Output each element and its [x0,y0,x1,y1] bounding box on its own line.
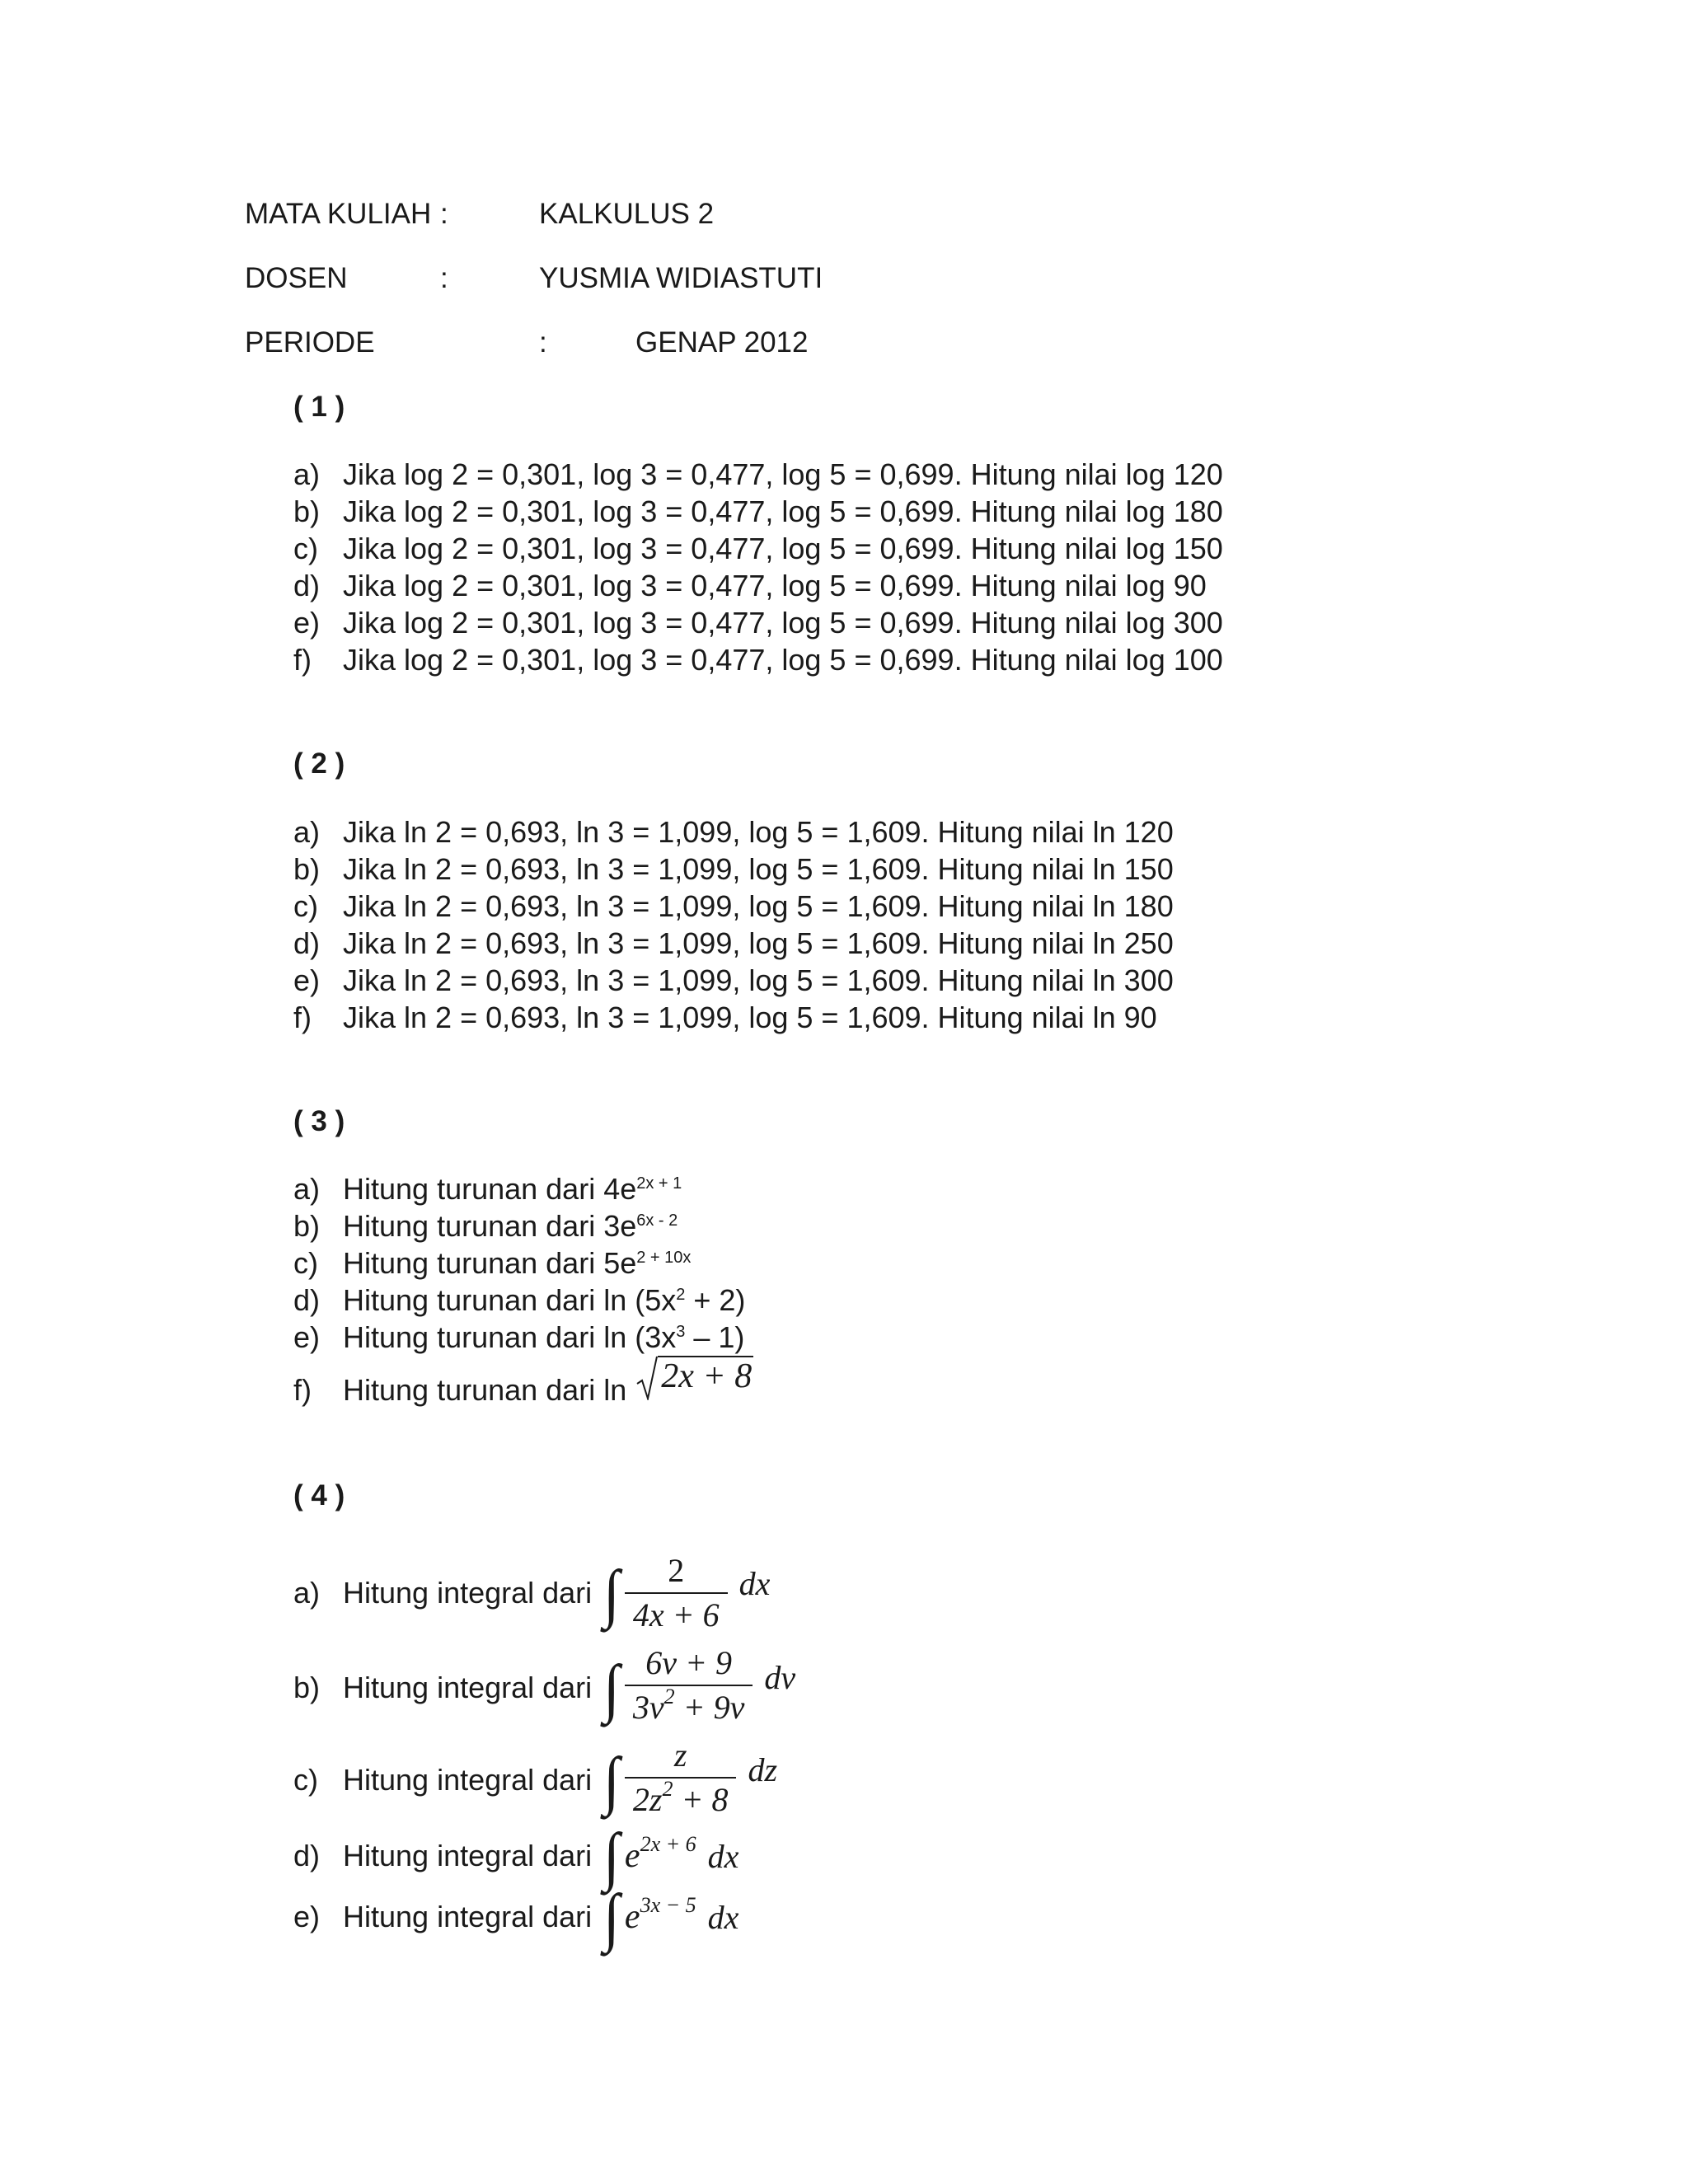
list-item [293,925,1174,962]
item-text: Hitung integral dari [343,1670,593,1704]
section-2-title: ( 2 ) [293,748,345,780]
differential: dx [707,1837,739,1875]
list-item [293,1170,753,1207]
integral-sign: ∫ [603,1651,620,1724]
list-item [293,530,1223,567]
integral-sign: ∫ [603,1881,620,1953]
den-exponent: 2 [662,1777,673,1801]
integral-row-d [293,1820,739,1892]
list-item [293,641,1223,678]
fraction [625,1734,737,1825]
item-text: Jika log 2 = 0,301, log 3 = 0,477, log 5 = 0,699. Hitung nilai log 120 [343,457,1223,491]
item-text: Hitung integral dari [343,1839,593,1872]
denominator [625,1777,737,1825]
section-3-list [293,1170,753,1405]
exponent: 6x - 2 [636,1212,678,1230]
exp-base: e [624,1898,640,1936]
exponent: 2 + 10x [636,1249,692,1267]
lecturer-value: YUSMIA WIDIASTUTI [539,262,823,294]
course-value: KALKULUS 2 [539,198,715,230]
list-item [293,493,1223,530]
item-label: f) [293,1001,312,1034]
item-label: a) [293,1576,321,1610]
den-term: + 8 [673,1781,729,1818]
den-exponent: 2 [663,1685,675,1708]
fraction [625,1642,753,1733]
section-1-list [293,456,1223,678]
exp-power: 3x − 5 [640,1893,696,1917]
item-label: a) [293,1172,321,1206]
item-label: c) [293,1762,318,1797]
item-text: Hitung turunan dari ln [343,1373,627,1407]
integral-row-c [293,1734,777,1825]
item-label: a) [293,815,321,849]
lecturer-colon: : [440,262,448,294]
item-text: Hitung turunan dari 4e [343,1172,637,1206]
item-text: Hitung integral dari [343,1900,593,1933]
exp-power: 2x + 6 [640,1832,696,1856]
item-label: b) [293,494,321,528]
item-text: Jika log 2 = 0,301, log 3 = 0,477, log 5 = 0,699. Hitung nilai log 100 [343,643,1223,677]
item-label: f) [293,643,312,677]
list-item [293,888,1174,925]
item-label: d) [293,569,321,602]
item-label: d) [293,926,321,960]
fraction [625,1549,728,1637]
exponent: 3 [676,1323,686,1341]
list-item [293,999,1174,1036]
section-3-title: ( 3 ) [293,1105,345,1137]
integral-sign: ∫ [603,1820,620,1892]
differential: dx [707,1898,739,1936]
list-item [293,567,1223,604]
integral-row-e [293,1881,739,1953]
item-label: e) [293,1320,321,1354]
item-label: b) [293,852,321,886]
item-text: Jika log 2 = 0,301, log 3 = 0,477, log 5 = 0,699. Hitung nilai log 150 [343,532,1223,565]
item-text: Hitung turunan dari ln (5x [343,1283,677,1317]
item-text: Hitung integral dari [343,1576,593,1610]
item-label: b) [293,1209,321,1243]
course-label: MATA KULIAH [245,198,432,230]
item-text: Jika log 2 = 0,301, log 3 = 0,477, log 5 = 0,699. Hitung nilai log 300 [343,606,1223,640]
list-item [293,851,1174,888]
item-text: Jika ln 2 = 0,693, ln 3 = 1,099, log 5 = 1,609. Hitung nilai ln 180 [343,889,1174,923]
numerator: 6v + 9 [645,1644,733,1681]
item-text: Jika ln 2 = 0,693, ln 3 = 1,099, log 5 = 1,609. Hitung nilai ln 150 [343,852,1174,886]
item-text: Hitung turunan dari 3e [343,1209,637,1243]
differential: dz [748,1751,778,1788]
item-text: Hitung integral dari [343,1762,593,1797]
list-item [293,456,1223,493]
item-text: Hitung turunan dari ln (3x [343,1320,677,1354]
item-label: d) [293,1283,321,1317]
period-colon: : [539,326,547,359]
item-text: Jika log 2 = 0,301, log 3 = 0,477, log 5 = 0,699. Hitung nilai log 90 [343,569,1207,602]
exp-base: e [624,1837,640,1875]
radical-sign [636,1356,658,1400]
period-value: GENAP 2012 [635,326,809,359]
period-label: PERIODE [245,326,375,359]
item-label: e) [293,606,321,640]
section-2-list [293,813,1174,1036]
item-label: c) [293,532,318,565]
list-item [293,1319,753,1356]
item-label: b) [293,1670,321,1704]
section-1-title: ( 1 ) [293,391,345,423]
list-item [293,813,1174,851]
item-label: c) [293,1246,318,1280]
denominator [625,1685,753,1733]
den-term: 2z [632,1781,663,1818]
integral-sign: ∫ [603,1743,620,1816]
item-label: d) [293,1839,321,1872]
integral-row-b [293,1642,795,1733]
exponent: 2x + 1 [636,1174,682,1193]
item-text: Jika ln 2 = 0,693, ln 3 = 1,099, log 5 = 1,609. Hitung nilai ln 90 [343,1001,1157,1034]
item-text: Jika log 2 = 0,301, log 3 = 0,477, log 5 = 0,699. Hitung nilai log 180 [343,494,1223,528]
list-item [293,1244,753,1282]
lecturer-label: DOSEN [245,262,348,294]
exponent: 2 [676,1286,686,1304]
item-text: Hitung turunan dari 5e [343,1246,637,1280]
item-label: c) [293,889,318,923]
integral-sign: ∫ [603,1557,620,1629]
item-label: e) [293,1900,321,1933]
list-item [293,1282,753,1319]
list-item [293,1207,753,1244]
list-item [293,604,1223,641]
item-text-after: – 1) [685,1320,745,1354]
integral-row-a [293,1549,770,1637]
section-4-title: ( 4 ) [293,1479,345,1511]
item-label: e) [293,963,321,997]
item-text: Jika ln 2 = 0,693, ln 3 = 1,099, log 5 = 1,609. Hitung nilai ln 120 [343,815,1174,849]
numerator: z [673,1736,687,1774]
list-item [293,962,1174,999]
item-label: f) [293,1373,312,1407]
sqrt-expression [636,1356,753,1400]
differential: dx [738,1564,771,1602]
item-text: Jika ln 2 = 0,693, ln 3 = 1,099, log 5 = 1,609. Hitung nilai ln 250 [343,926,1174,960]
radicand: 2x + 8 [658,1356,753,1400]
den-term: 3v [632,1689,664,1726]
course-colon: : [440,198,448,230]
denominator: 4x + 6 [625,1592,728,1637]
list-item [293,1356,753,1405]
den-term: + 9v [674,1689,745,1726]
numerator: 2 [668,1552,685,1589]
item-label: a) [293,457,321,491]
differential: dv [764,1659,796,1696]
item-text: Jika ln 2 = 0,693, ln 3 = 1,099, log 5 = 1,609. Hitung nilai ln 300 [343,963,1174,997]
item-text-after: + 2) [685,1283,746,1317]
